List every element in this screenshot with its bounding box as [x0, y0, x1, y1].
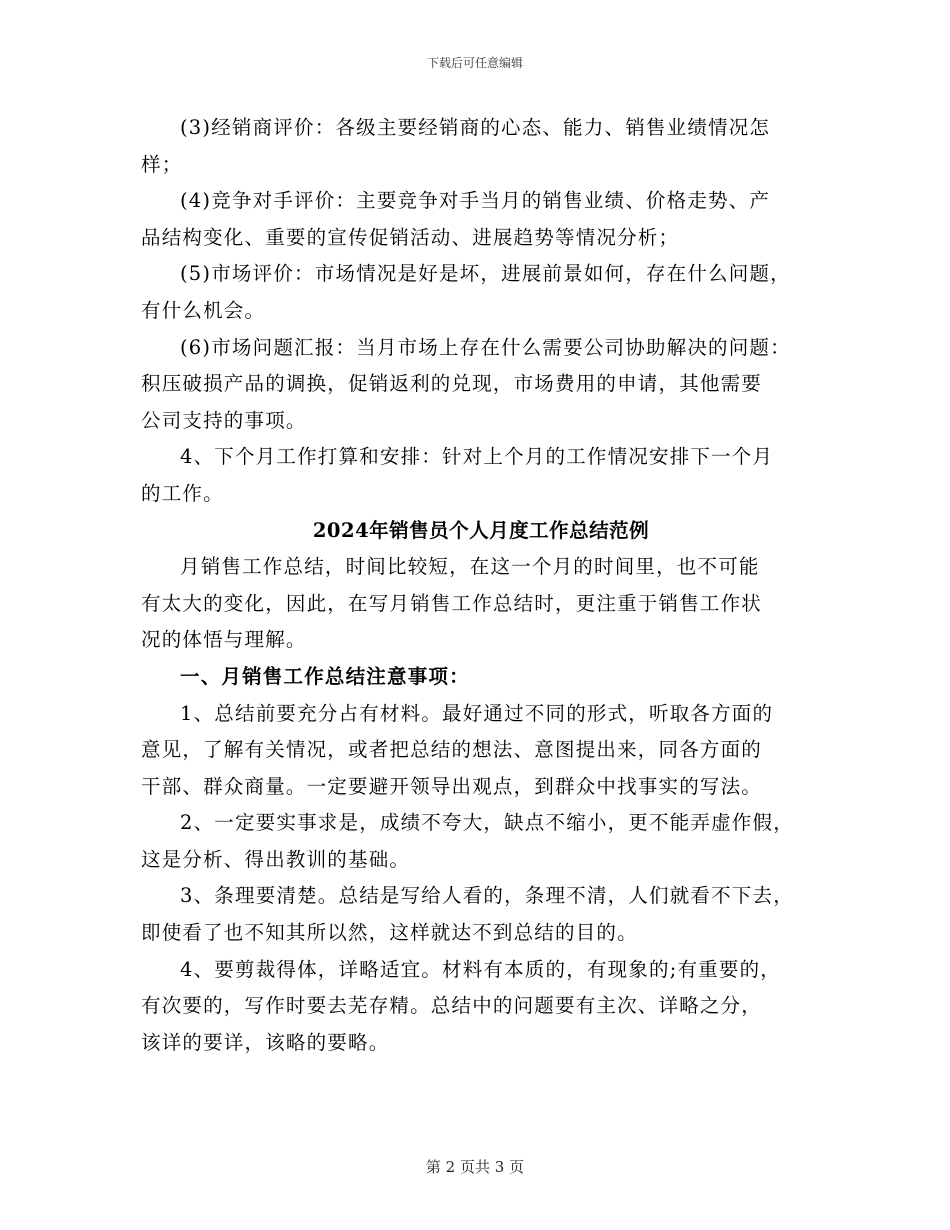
paragraph-market-issues	[141, 330, 821, 440]
list-item-editing	[141, 952, 821, 1062]
list-item-materials	[141, 696, 821, 806]
paragraph-intro	[141, 549, 821, 659]
text-line: 况的体悟与理解。	[141, 628, 307, 652]
paragraph-competitor-evaluation	[141, 183, 821, 256]
text-line: (4)竞争对手评价：主要竞争对手当月的销售业绩、价格走势、产	[180, 189, 771, 213]
text-line: 有太大的变化，因此，在写月销售工作总结时，更注重于销售工作状	[141, 591, 763, 615]
text-line: 意见，了解有关情况，或者把总结的想法、意图提出来，同各方面的	[141, 738, 763, 762]
text-line: 该详的要详，该略的要略。	[141, 1030, 390, 1054]
text-line: 有次要的，写作时要去芜存精。总结中的问题要有主次、详略之分，	[141, 994, 763, 1018]
text-line: 1、总结前要充分占有材料。最好通过不同的形式，听取各方面的	[180, 701, 774, 725]
text-line: (6)市场问题汇报：当月市场上存在什么需要公司协助解决的问题：	[180, 335, 791, 359]
subheading-notes: 一、月销售工作总结注意事项：	[180, 664, 470, 688]
text-line: (3)经销商评价：各级主要经销商的心态、能力、销售业绩情况怎	[180, 116, 771, 139]
text-line: 干部、群众商量。一定要避开领导出观点，到群众中找事实的写法。	[141, 774, 763, 798]
paragraph-market-evaluation	[141, 256, 821, 329]
text-line: 这是分析、得出教训的基础。	[141, 847, 411, 871]
list-item-clarity	[141, 878, 821, 951]
text-line: 积压破损产品的调换，促销返利的兑现，市场费用的申请，其他需要	[141, 372, 763, 396]
paragraph-distributor-evaluation	[141, 110, 821, 183]
text-line: 品结构变化、重要的宣传促销活动、进展趋势等情况分析；	[141, 225, 680, 249]
page-footer: 第 2 页共 3 页	[425, 1158, 525, 1176]
document-body	[141, 110, 821, 1061]
text-line: 4、要剪裁得体，详略适宜。材料有本质的，有现象的;有重要的，	[180, 957, 781, 981]
text-line: 公司支持的事项。	[141, 408, 307, 432]
text-line: 月销售工作总结，时间比较短，在这一个月的时间里，也不可能	[180, 555, 760, 579]
text-line: 有什么机会。	[141, 298, 266, 322]
text-line: 4、下个月工作打算和安排：针对上个月的工作情况安排下一个月	[180, 445, 774, 469]
text-line: 样；	[141, 152, 183, 176]
section-title: 2024年销售员个人月度工作总结范例	[312, 518, 650, 542]
text-line: 2、一定要实事求是，成绩不夸大，缺点不缩小，更不能弄虚作假，	[180, 811, 794, 835]
paragraph-next-month-plan	[141, 439, 821, 512]
text-line: 的工作。	[141, 481, 224, 505]
text-line: 3、条理要清楚。总结是写给人看的，条理不清，人们就看不下去，	[180, 884, 794, 908]
text-line: (5)市场评价：市场情况是好是坏，进展前景如何，存在什么问题，	[180, 262, 791, 286]
list-item-truthfulness	[141, 805, 821, 878]
page-header: 下载后可任意编辑	[426, 56, 523, 70]
text-line: 即使看了也不知其所以然，这样就达不到总结的目的。	[141, 921, 638, 945]
